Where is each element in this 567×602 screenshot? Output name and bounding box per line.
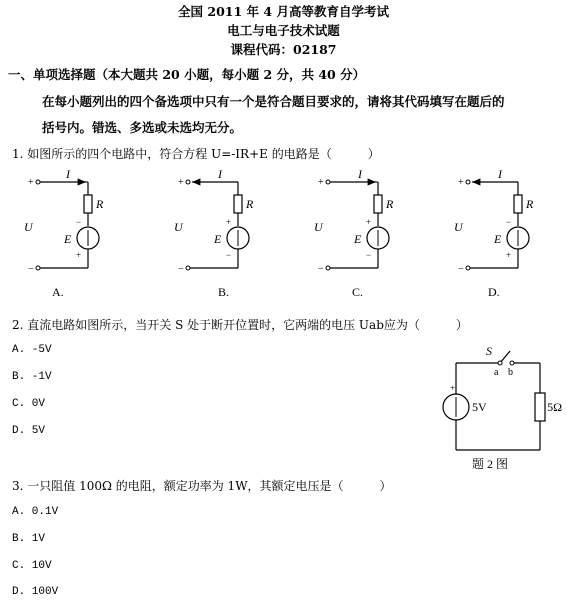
- source-label: E: [214, 232, 222, 246]
- question-2-option-b: B. -1V: [12, 371, 52, 383]
- circuit-c: [314, 167, 394, 299]
- minus-sign: −: [178, 264, 184, 275]
- question-1-circuits: [0, 160, 567, 305]
- option-label: B.: [218, 285, 230, 299]
- question-3-option-c: C. 10V: [12, 560, 52, 572]
- source-bottom-sign: +: [76, 250, 82, 260]
- source-bottom-sign: −: [366, 250, 372, 260]
- question-3-option-b: B. 1V: [12, 533, 46, 545]
- resistor: [84, 195, 92, 213]
- source-top-sign: −: [506, 217, 512, 227]
- question-2-option-a: A. -5V: [12, 344, 52, 356]
- question-1-text: 1. 如图所示的四个电路中，符合方程 U=-IR+E 的电路是（ ）: [12, 147, 380, 161]
- circuit-d: [454, 167, 534, 299]
- section-instruction-line1: 在每小题列出的四个备选项中只有一个是符合题目要求的，请将其代码填写在题后的: [42, 94, 505, 109]
- source-top-sign: +: [226, 217, 232, 227]
- section-instruction-line2: 括号内。错选、多选或未选均无分。: [42, 120, 243, 135]
- voltage-label: U: [174, 220, 183, 234]
- question-2-text: 2. 直流电路如图所示，当开关 S 处于断开位置时，它两端的电压 Uab应为（ ）: [12, 318, 468, 332]
- voltage-label: U: [24, 220, 33, 234]
- exam-title: 全国 2011 年 4 月高等教育自学考试: [178, 4, 389, 19]
- plus-sign: +: [458, 177, 464, 188]
- current-label: I: [218, 167, 222, 181]
- plus-sign: +: [318, 177, 324, 188]
- option-label: C.: [352, 285, 364, 299]
- source-bottom-sign: +: [506, 250, 512, 260]
- question-2-option-d: D. 5V: [12, 425, 46, 437]
- plus-sign: +: [28, 177, 34, 188]
- question-3-text: 3. 一只阻值 100Ω 的电阻，额定功率为 1W，其额定电压是（ ）: [12, 479, 392, 493]
- node-b-label: b: [508, 367, 513, 378]
- switch-label: S: [486, 344, 492, 358]
- resistor-label: R: [246, 197, 254, 211]
- resistor: [374, 195, 382, 213]
- resistor-label: R: [386, 197, 394, 211]
- circuit-b: [174, 167, 254, 299]
- question-2-option-c: C. 0V: [12, 398, 46, 410]
- resistor-label: R: [526, 197, 534, 211]
- option-label: A.: [52, 285, 64, 299]
- question-3-option-a: A. 0.1V: [12, 506, 59, 518]
- source-top-sign: −: [76, 217, 82, 227]
- current-label: I: [498, 167, 502, 181]
- circuit-a: [24, 167, 104, 299]
- voltage-label: U: [454, 220, 463, 234]
- source-top-sign: +: [366, 217, 372, 227]
- resistor: [234, 195, 242, 213]
- minus-sign: −: [28, 264, 34, 275]
- current-label: I: [66, 167, 70, 181]
- source-bottom-sign: −: [226, 250, 232, 260]
- resistor-value: 5Ω: [547, 400, 562, 414]
- option-label: D.: [488, 285, 500, 299]
- minus-sign: −: [458, 264, 464, 275]
- source-label: E: [64, 232, 72, 246]
- course-code: 课程代码：02187: [230, 42, 337, 57]
- node-a-label: a: [494, 367, 499, 378]
- current-label: I: [358, 167, 362, 181]
- source-value: 5V: [472, 400, 487, 414]
- resistor: [514, 195, 522, 213]
- source-label: E: [494, 232, 502, 246]
- figure-caption: 题 2 图: [472, 457, 509, 471]
- resistor-label: R: [96, 197, 104, 211]
- section-title: 一、单项选择题（本大题共 20 小题，每小题 2 分，共 40 分）: [8, 67, 366, 82]
- voltage-label: U: [314, 220, 323, 234]
- minus-sign: −: [318, 264, 324, 275]
- svg-text:+: +: [450, 383, 456, 393]
- plus-sign: +: [178, 177, 184, 188]
- source-label: E: [354, 232, 362, 246]
- subject-title: 电工与电子技术试题: [227, 23, 340, 38]
- question-3-option-d: D. 100V: [12, 586, 59, 598]
- question-2-figure: [420, 335, 560, 475]
- resistor: [535, 393, 545, 421]
